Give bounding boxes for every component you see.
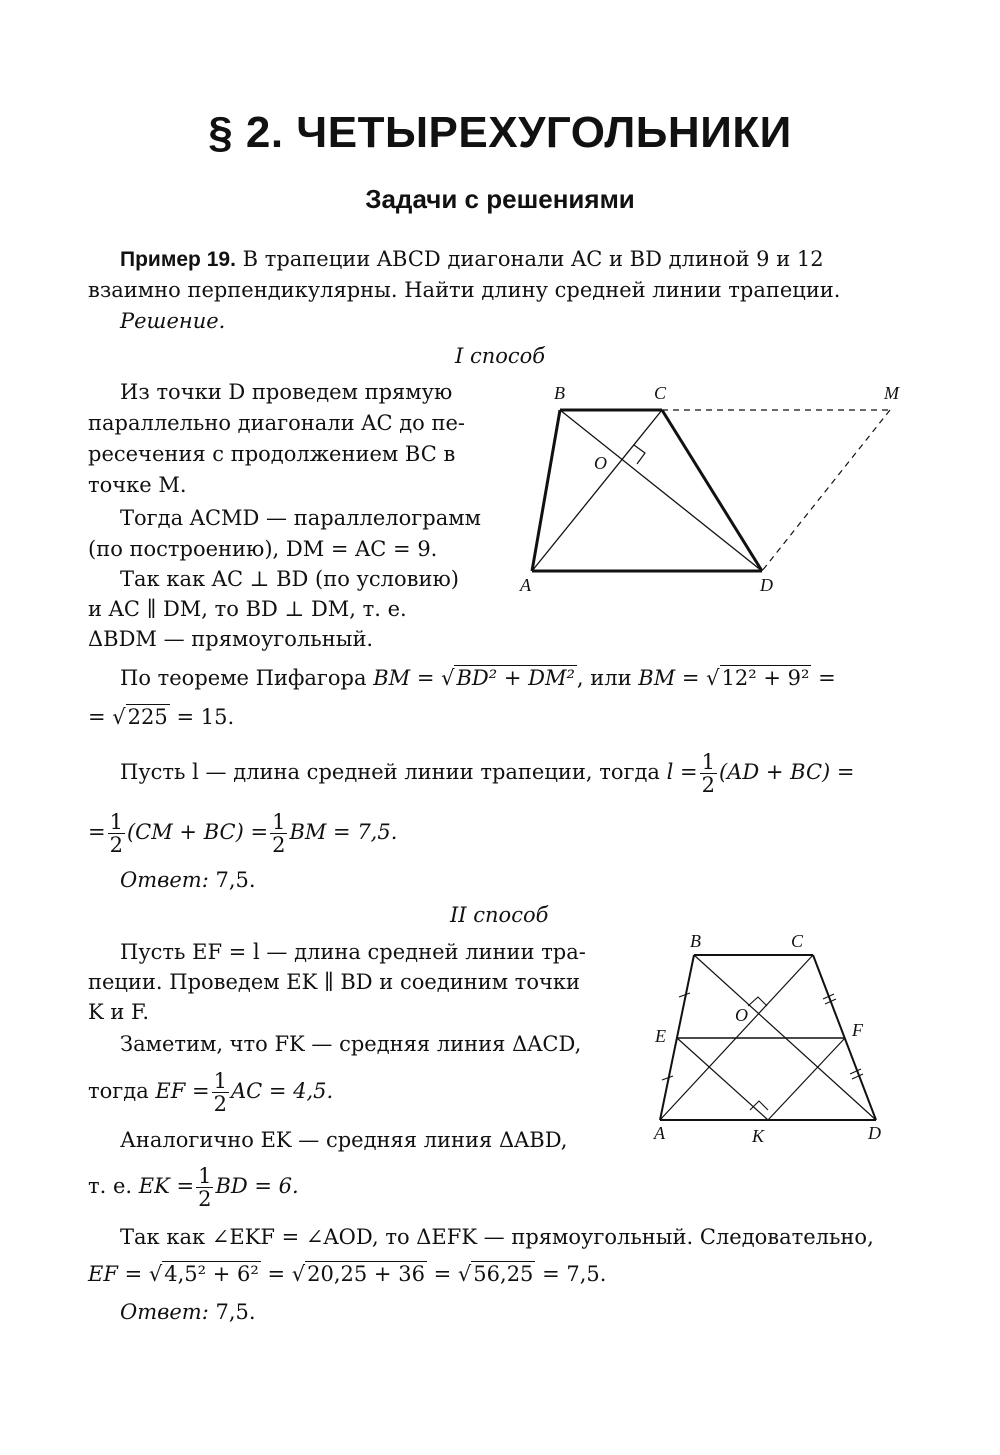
solution-label: Решение.: [120, 309, 226, 333]
m1-line: ресечения с продолжением BC в: [88, 442, 456, 466]
ef-rhs: AC = 4,5.: [230, 1079, 334, 1103]
m1-line: точке M.: [88, 473, 187, 497]
frac-num: 1: [272, 810, 286, 834]
pyth-f2-eq: =: [818, 666, 836, 690]
label-C: C: [791, 931, 804, 951]
page-title: § 2. ЧЕТЫРЕХУГОЛЬНИКИ: [208, 108, 792, 157]
problem-label: Пример 19.: [120, 248, 236, 271]
eq-sign: =: [267, 1262, 286, 1286]
pyth-result: = 15.: [176, 705, 235, 729]
label-B: B: [554, 383, 565, 403]
ek-rhs: BD = 6.: [215, 1174, 299, 1198]
frac-den: 2: [272, 833, 286, 857]
eq-sign: =: [88, 705, 106, 729]
final-radicand-3: 56,25: [473, 1262, 534, 1286]
pythagoras-line-2: = √225 = 15.: [88, 705, 235, 729]
m1-line: Так как AC ⊥ BD (по условию): [120, 567, 459, 591]
pyth-prefix: По теореме Пифагора: [120, 666, 367, 690]
answer-value: 7,5.: [215, 1300, 256, 1324]
frac-num: 1: [213, 1069, 227, 1093]
pyth-225: 225: [127, 705, 168, 729]
final-line: Так как ∠EKF = ∠AOD, то ΔEFK — прямоугольный. Следовательно,: [120, 1225, 874, 1249]
label-E: E: [655, 1026, 666, 1046]
m1-line: и AC ∥ DM, то BD ⊥ DM, т. е.: [88, 597, 407, 621]
frac-den: 2: [701, 773, 715, 797]
pyth-f2-radicand: 12² + 9²: [721, 666, 810, 690]
problem-line-2: взаимно перпендикулярны. Найти длину средней линии трапеции.: [88, 278, 841, 302]
pyth-f1-radicand: BD² + DM²: [456, 666, 575, 690]
method1-title: I способ: [455, 344, 546, 368]
label-D: D: [760, 575, 773, 595]
pythagoras-line: По теореме Пифагора BM = √BD² + DM², или BM = √12² + 9² =: [120, 666, 836, 690]
answer-label: Ответ:: [120, 868, 209, 892]
final-radicand-2: 20,25 + 36: [307, 1262, 425, 1286]
figure-trapezoid-2: [640, 925, 920, 1150]
midline-bm: BM = 7,5.: [289, 820, 398, 844]
answer-1: [120, 865, 256, 895]
label-M: M: [884, 383, 899, 403]
pyth-f2-lhs: BM =: [638, 666, 700, 690]
frac-num: 1: [109, 810, 123, 834]
label-O: O: [735, 1005, 748, 1025]
ef-pre: тогда: [88, 1079, 149, 1103]
fraction-half: [212, 1070, 229, 1115]
m1-line: параллельно диагонали AC до пе-: [88, 411, 465, 435]
midline-line: [120, 751, 854, 796]
ek-line: [88, 1165, 299, 1210]
label-O: O: [594, 453, 607, 473]
midline-rhs: (AD + BC) =: [718, 760, 855, 784]
m2-line: Заметим, что FK — средняя линия ΔACD,: [120, 1032, 582, 1056]
final-radicand-1: 4,5² + 6²: [164, 1262, 259, 1286]
m1-line: (по построению), DM = AC = 9.: [88, 537, 438, 561]
frac-den: 2: [198, 1187, 212, 1211]
final-lhs: EF =: [88, 1262, 143, 1286]
eq-sign: =: [433, 1262, 452, 1286]
ef-lhs: EF =: [155, 1079, 210, 1103]
m1-line: Тогда ACMD — параллелограмм: [120, 506, 481, 530]
final-formula: EF = √4,5² + 6² = √20,25 + 36 = √56,25 = 7,5.: [88, 1262, 607, 1286]
frac-num: 1: [198, 1164, 212, 1188]
answer-2: [120, 1297, 256, 1327]
ek-pre: т. е.: [88, 1174, 133, 1198]
figure-trapezoid-1: [510, 375, 910, 600]
midline-text: Пусть l — длина средней линии трапеции, тогда: [120, 760, 660, 784]
label-F: F: [852, 1020, 863, 1040]
label-D: D: [868, 1123, 881, 1143]
label-K: K: [752, 1126, 765, 1146]
pyth-f1-lhs: BM =: [373, 666, 435, 690]
frac-den: 2: [213, 1092, 227, 1116]
midline-cm-bc: (CM + BC) =: [126, 820, 269, 844]
problem-text-1: В трапеции ABCD диагонали AC и BD длиной 9 и 12: [242, 247, 824, 271]
ef-line: [88, 1070, 333, 1115]
m1-line: Из точки D проведем прямую: [120, 380, 453, 404]
section-subtitle: Задачи с решениями: [365, 184, 635, 214]
answer-label: Ответ:: [120, 1300, 209, 1324]
midline-line-2: [88, 811, 397, 856]
answer-value: 7,5.: [215, 868, 256, 892]
eq-sign: =: [88, 820, 106, 844]
method2-title: II способ: [450, 903, 549, 927]
m2-line: Пусть EF = l — длина средней линии тра-: [120, 940, 586, 964]
frac-num: 1: [701, 750, 715, 774]
label-C: C: [654, 383, 667, 403]
fraction-half: [270, 811, 287, 856]
label-A: A: [520, 575, 531, 595]
m2-line: пеции. Проведем EK ∥ BD и соединим точки: [88, 970, 581, 994]
fraction-half: [108, 811, 125, 856]
m2-line: K и F.: [88, 1000, 150, 1024]
midline-lhs: l =: [666, 760, 698, 784]
frac-den: 2: [109, 833, 123, 857]
ek-lhs: EK =: [138, 1174, 195, 1198]
fraction-half: [700, 751, 717, 796]
fraction-half: [196, 1165, 213, 1210]
problem-line-1: [120, 244, 824, 275]
label-A: A: [654, 1123, 665, 1143]
m1-line: ΔBDM — прямоугольный.: [88, 627, 374, 651]
final-result: = 7,5.: [542, 1262, 607, 1286]
m2-line: Аналогично EK — средняя линия ΔABD,: [120, 1128, 568, 1152]
pyth-or: , или: [576, 666, 632, 690]
label-B: B: [690, 931, 701, 951]
